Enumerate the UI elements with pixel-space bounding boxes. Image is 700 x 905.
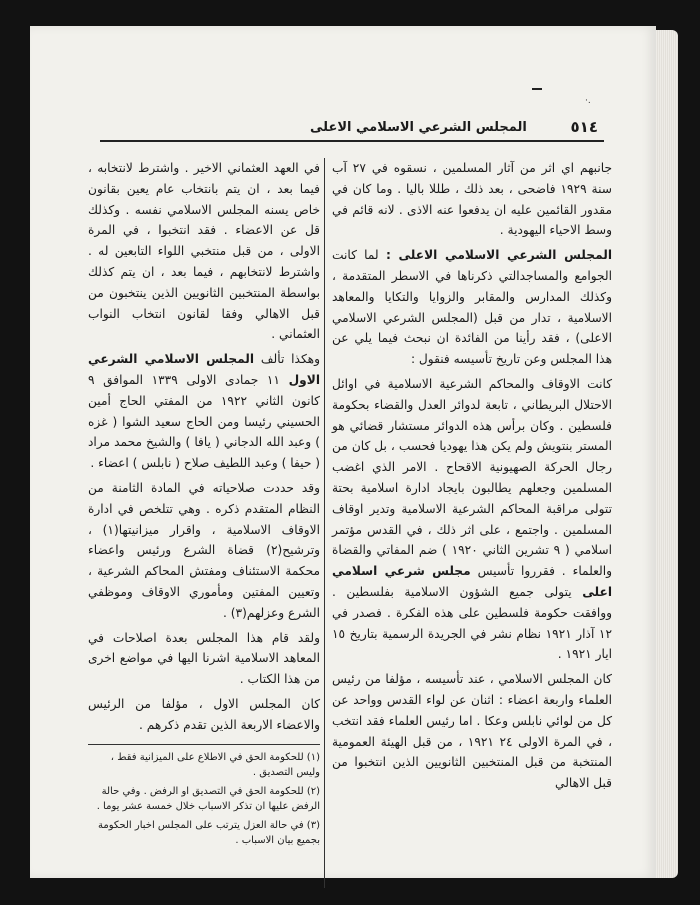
paragraph-text: وهكذا تألف	[260, 352, 320, 367]
paragraph: وقد حددت صلاحياته في المادة الثامنة من النظام المتقدم ذكره . وهي تتلخص في ادارة الاوقاف الاسلامية ، واقرار ميزانيتها(١) ، وترشيح(٢) قضاة الشرع ورئيس واعضاء محكمة الاستئناف ومفتش المحاكم الشرعية ، وتعيين المفتين ومأموري الاوقاف وموظفي الشرع وعزلهم(٣) .	[88, 480, 320, 620]
footnote-rule	[88, 744, 320, 745]
paragraph-text: يتولى جميع الشؤون الاسلامية بفلسطين . ووافقت حكومة فلسطين على هذه الفكرة . فصدر في ١٢ آذار ١٩٢١ نظام نشر في الجريدة الرسمية بتاريخ ١٥ ايار ١٩٢١ .	[332, 584, 612, 662]
footnote: (٣) في حالة العزل يترتب على المجلس اخبار الحكومة بجميع بيان الاسباب .	[98, 820, 320, 846]
paragraph: ولقد قام هذا المجلس بعدة اصلاحات في المعاهد الاسلامية اشرنا اليها في مواضع اخرى من هذا الكتاب .	[88, 630, 320, 687]
section-heading: المجلس الشرعي الاسلامي الاعلى :	[385, 248, 612, 263]
section-heading: المجلس الاسلامي الشرعي الاول	[88, 352, 320, 387]
paragraph	[88, 349, 320, 474]
paragraph-text: لما كانت الجوامع والمساجدالتي ذكرناها في الاسطر المتقدمة ، وكذلك المدارس والمقابر والزوايا والتكايا والمعاهد الاسلامية ، تدار من قبل (المجلس الشرعي الاسلامي الاعلى) ، فقد رأينا من الفائدة ان نبحث فيما يلي عن هذا المجلس وعن تاريخ تأسيسه فنقول :	[332, 248, 612, 367]
paragraph: كان المجلس الاول ، مؤلفا من الرئيس والاعضاء الاربعة الذين تقدم ذكرهم .	[88, 696, 320, 732]
right-text-column	[332, 158, 612, 798]
margin-dots: ·.	[585, 96, 591, 106]
page-number: ٥١٤	[570, 118, 598, 136]
bold-phrase: مجلس شرعي اسلامي اعلى	[332, 564, 612, 599]
paragraph: في العهد العثماني الاخير . واشترط لانتخابه ، فيما بعد ، ان يتم بانتخاب عام يعين بقانون خاص يسنه المجلس الاسلامي نفسه . وكذلك قل عن الاعضاء . فقد انتخبوا ، في المرة الاولى ، من قبل منتخبي اللواء التابعين له . واشترط لانتخابهم ، فيما بعد ، ان يتم كذلك بواسطة المنتخبين الثانويين الذين ينتخبون من قبل الاهالي وفقا لقانون انتخاب النواب العثماني .	[88, 161, 320, 342]
left-text-column	[88, 158, 320, 740]
paragraph-text: كانت الاوقاف والمحاكم الشرعية الاسلامية في اوائل الاحتلال البريطاني ، تابعة لدوائر العدل والقضاء بحكومة فلسطين . وكان برأس هذه الدوائر مستشار قضائي هو المستر بنتويش ولم يكن هذا يهوديا فحسب ، بل كان من رجال الحركة الصهيونية الاقحاح . الامر الذي اغضب المسلمين وجعلهم يطالبون بايجاد ادارة اسلامية بحتة تتولى مراقبة المحاكم الشرعية الاسلامية وتدير اوقاف المسلمين . واجتمع ، على اثر ذلك ، في القدس مؤتمر اسلامي ( ٩ تشرين الثاني ١٩٢٠ ) ضم المفاتي والقضاة والعلماء . فقرروا تأسيس	[332, 376, 613, 579]
footnote: (٢) للحكومة الحق في التصديق او الرفض . وفي حالة الرفض عليها ان تذكر الاسباب خلال خمسة عشر يوما .	[96, 786, 320, 812]
paragraph	[332, 374, 612, 665]
running-head-title: المجلس الشرعي الاسلامي الاعلى	[310, 120, 527, 135]
paragraph	[332, 245, 612, 370]
paragraph: جانبهم اي اثر من آثار المسلمين ، نسقوه في ٢٧ آب سنة ١٩٢٩ فاضحى ، بعد ذلك ، طللا باليا . وما كان في مقدور القائمين عليه ان يدفعوا عنه الاذى . لانه قائم في وسط الاحياء اليهودية .	[332, 161, 613, 238]
footnotes	[88, 750, 320, 852]
footnote: (١) للحكومة الحق في الاطلاع على الميزانية فقط ، وليس التصديق .	[110, 752, 320, 778]
book-page	[30, 26, 656, 878]
margin-dash-mark	[532, 88, 542, 90]
paragraph: كان المجلس الاسلامي ، عند تأسيسه ، مؤلفا من رئيس العلماء واربعة اعضاء : اثنان عن لواء القدس وواحد عن كل من لوائي نابلس وعكا . اما رئيس العلماء فقد انتخب ، في المرة الاولى ٢٤ ١٩٢١ ، من قبل الهيئة العمومية المنتخبة من قبل المنتخبين الثانويين الذين انتخبوا من قبل الاهالي	[332, 672, 612, 791]
running-head	[100, 104, 604, 142]
column-divider	[324, 158, 325, 888]
paragraph-text: ١١ جمادى الاولى ١٣٣٩ الموافق ٩ كانون الثاني ١٩٢٢ من المفتي الحاج أمين الحسيني رئيسا ومن الحاج سعيد الشوا ( غزه ) وعبد الله الدجاني ( يافا ) والشيخ محمد مراد ( حيفا ) وعبد اللطيف صلاح ( نابلس ) اعضاء .	[88, 372, 320, 471]
